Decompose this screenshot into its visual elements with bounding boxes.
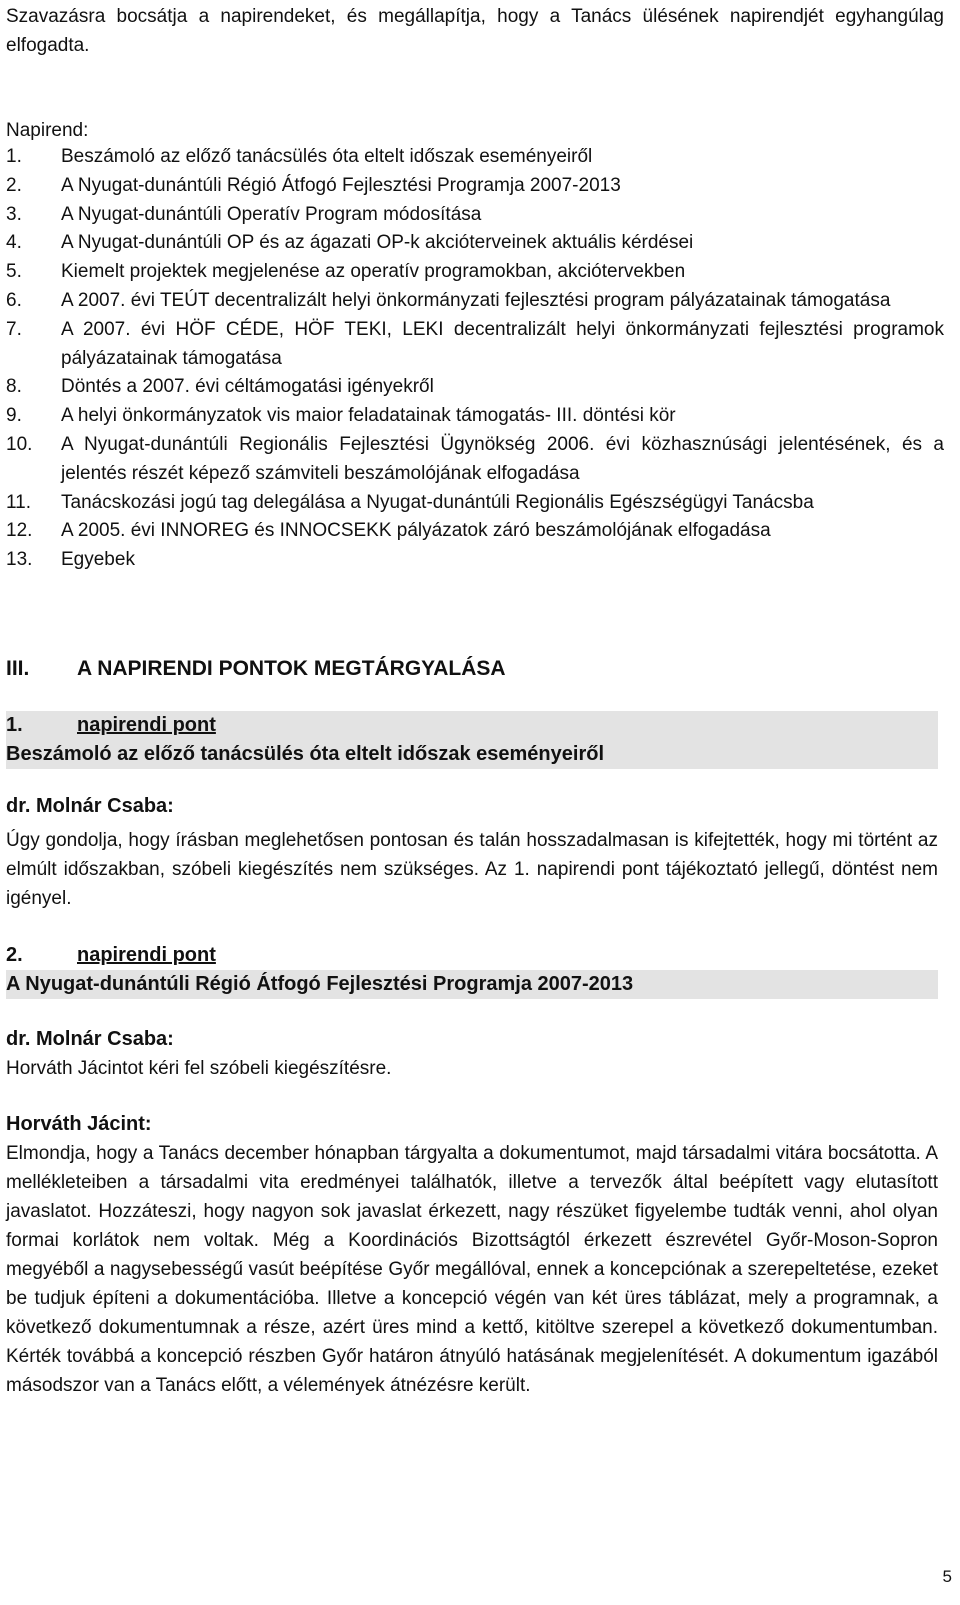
agenda-item: 13. Egyebek (6, 549, 135, 571)
section-number: III. (6, 657, 30, 680)
agenda-title: Napirend: (6, 120, 89, 141)
agenda-point-title: Beszámoló az előző tanácsülés óta eltelt időszak eseményeiről (6, 740, 938, 769)
speech-paragraph: Úgy gondolja, hogy írásban meglehetősen pontosan és talán hosszadalmasan is kifejtették, hogy mi történt az elmúlt időszakban, szóbeli kiegészítés nem szükséges. Az 1. napirendi pont tájékoztató jellegű, döntést nem igényel. (6, 830, 938, 909)
agenda-item: 1. Beszámoló az előző tanácsülés óta eltelt időszak eseményeiről (6, 146, 593, 167)
section-title: A NAPIRENDI PONTOK MEGTÁRGYALÁSA (77, 657, 506, 680)
agenda-item: 11. Tanácskozási jogú tag delegálása a Nyugat-dunántúli Regionális Egészségügyi Tanácsba (6, 491, 814, 513)
speaker-name: Horváth Jácint: (6, 1113, 152, 1135)
agenda-item: 8. Döntés a 2007. évi céltámogatási igényekről (6, 376, 434, 398)
agenda-point-2-header (6, 941, 938, 999)
speech-paragraph: Horváth Jácintot kéri fel szóbeli kiegészítésre. (6, 1058, 392, 1079)
agenda-item: 10. A Nyugat-dunántúli Regionális Fejlesztési Ügynökség 2006. évi közhasznúsági jelentésének, és a jelentés részét képező számviteli beszámolójának elfogadása (6, 433, 944, 484)
agenda-point-1-header (6, 711, 938, 769)
agenda-item: 7. A 2007. évi HÖF CÉDE, HÖF TEKI, LEKI decentralizált helyi önkormányzati fejlesztési programok pályázatainak támogatása (6, 318, 944, 369)
agenda-item: 3. A Nyugat-dunántúli Operatív Program módosítása (6, 203, 482, 225)
intro-paragraph: Szavazásra bocsátja a napirendeket, és megállapítja, hogy a Tanács ülésének napirendjét egyhangúlag elfogadta. (6, 6, 944, 56)
agenda-item: 5. Kiemelt projektek megjelenése az operatív programokban, akciótervekben (6, 261, 686, 283)
page-number: 5 (942, 1567, 952, 1586)
agenda-item: 4. A Nyugat-dunántúli OP és az ágazati OP-k akcióterveinek aktuális kérdései (6, 232, 694, 254)
speech-paragraph: Elmondja, hogy a Tanács december hónapban tárgyalta a dokumentumot, majd társadalmi vitára bocsátotta. A mellékleteiben a társadalmi vita eredményei találhatók, illetve a tervezők által beépített vagy elutasított javaslatot. Hozzáteszi, hogy nagyon sok javaslat érkezett, nagy részüket figyelembe tudták venni, ahol olyan formai korlátok nem voltak. Még a Koordinációs Bizottságtól érkezett észrevétel Győr-Moson-Sopron megyéből a nagysebességű vasút beépítése Győr megállóval, ennek a koncepciónak a szerepeltetése, ezeket be tudjuk építeni a dokumentációba. Illetve a koncepció végén van két üres táblázat, mely a programnak, a következő dokumentumnak a része, azért üres mind a kettő, kitöltve szerepel a következő dokumentumban. Kérték továbbá a koncepció részben Győr határon átnyúló hatásának megjelenítését. A dokumentum igazából másodszor van a Tanács előtt, a vélemények átnézésre került. (6, 1143, 938, 1396)
speaker-name: dr. Molnár Csaba: (6, 1028, 174, 1050)
agenda-list (6, 143, 944, 575)
agenda-point-label: napirendi pont (77, 714, 216, 736)
agenda-point-title: A Nyugat-dunántúli Régió Átfogó Fejlesztési Programja 2007-2013 (6, 970, 938, 999)
section-heading (6, 657, 506, 681)
agenda-item: 9. A helyi önkormányzatok vis maior feladatainak támogatás- III. döntési kör (6, 405, 676, 427)
agenda-point-number: 1. (6, 714, 23, 736)
agenda-item: 12. A 2005. évi INNOREG és INNOCSEKK pályázatok záró beszámolójának elfogadása (6, 520, 771, 542)
agenda-item: 2. A Nyugat-dunántúli Régió Átfogó Fejlesztési Programja 2007-2013 (6, 174, 621, 196)
agenda-point-number: 2. (6, 944, 23, 966)
speaker-name: dr. Molnár Csaba: (6, 795, 174, 817)
agenda-point-label: napirendi pont (77, 944, 216, 966)
agenda-item: 6. A 2007. évi TEÚT decentralizált helyi önkormányzati fejlesztési program pályázatainak támogatása (6, 289, 891, 311)
